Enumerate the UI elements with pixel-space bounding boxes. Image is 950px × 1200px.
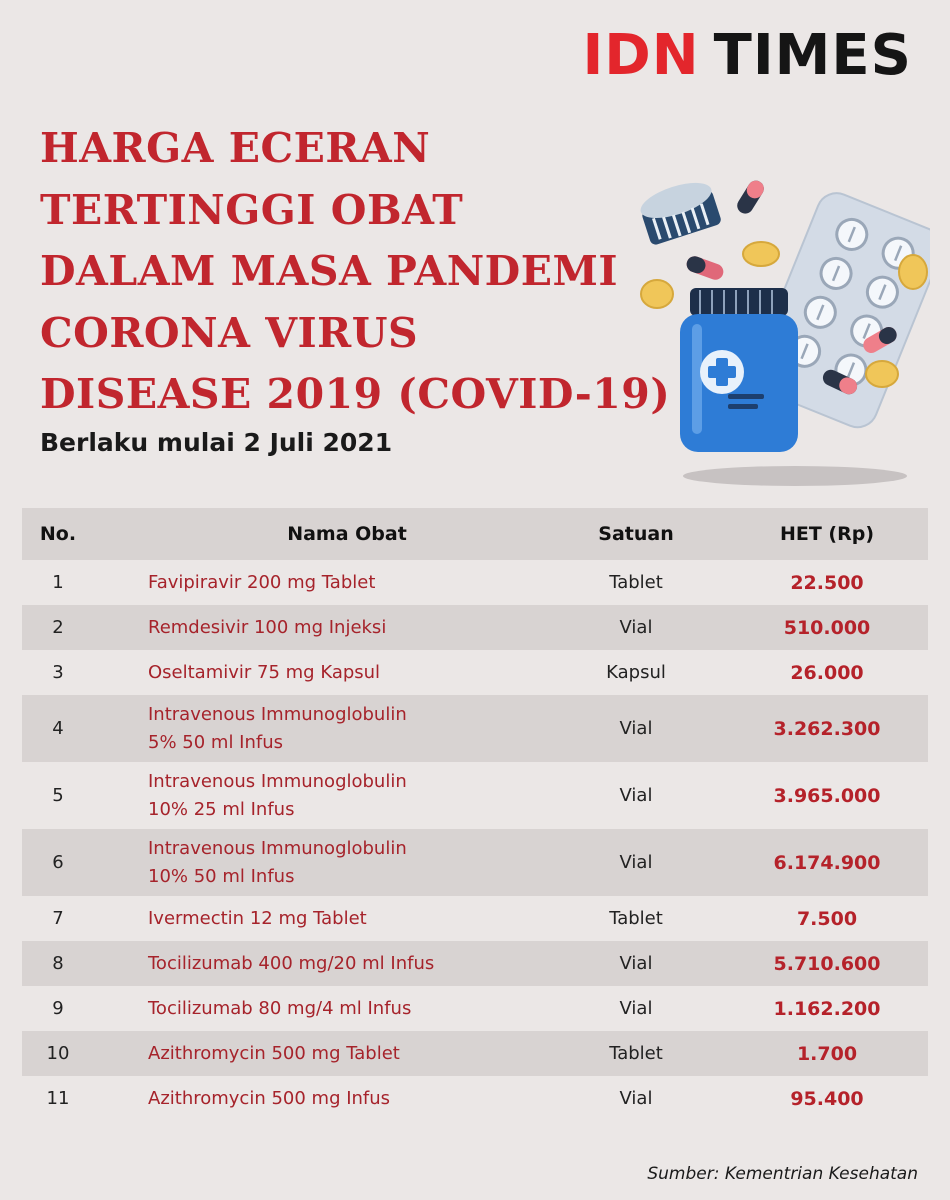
table-header-row — [22, 508, 928, 560]
row-name — [94, 1076, 546, 1121]
price-table — [22, 508, 928, 1121]
row-name — [94, 829, 546, 896]
row-unit: Tablet — [546, 1031, 726, 1076]
table-row — [22, 560, 928, 605]
row-unit: Vial — [546, 605, 726, 650]
row-name-line: Azithromycin 500 mg Tablet — [148, 1042, 400, 1064]
row-unit: Tablet — [546, 560, 726, 605]
title-line: DALAM MASA PANDEMI — [40, 247, 619, 295]
row-het: 22.500 — [726, 560, 928, 605]
row-no: 11 — [22, 1076, 94, 1121]
row-no: 3 — [22, 650, 94, 695]
row-name-line: Tocilizumab 80 mg/4 ml Infus — [148, 997, 412, 1019]
table-row — [22, 941, 928, 986]
row-name-line: Remdesivir 100 mg Injeksi — [148, 616, 387, 638]
row-no: 10 — [22, 1031, 94, 1076]
logo-idn-text: IDN — [582, 23, 700, 88]
table-row — [22, 986, 928, 1031]
row-unit: Tablet — [546, 896, 726, 941]
row-name-line: Favipiravir 200 mg Tablet — [148, 571, 376, 593]
row-unit: Vial — [546, 829, 726, 896]
table-row — [22, 829, 928, 896]
row-unit: Vial — [546, 986, 726, 1031]
row-no: 9 — [22, 986, 94, 1031]
header-name: Nama Obat — [94, 508, 546, 560]
row-het: 1.700 — [726, 1031, 928, 1076]
row-name — [94, 1031, 546, 1076]
table-row — [22, 695, 928, 762]
row-name-line: Intravenous Immunoglobulin — [148, 837, 407, 859]
row-name-line: Tocilizumab 400 mg/20 ml Infus — [148, 952, 435, 974]
row-no: 8 — [22, 941, 94, 986]
title-line: TERTINGGI OBAT — [40, 185, 464, 234]
row-unit: Vial — [546, 1076, 726, 1121]
row-het: 26.000 — [726, 650, 928, 695]
row-no: 5 — [22, 762, 94, 829]
header-unit: Satuan — [546, 508, 726, 560]
row-unit: Vial — [546, 941, 726, 986]
title-line: CORONA VIRUS — [40, 308, 419, 357]
row-no: 7 — [22, 896, 94, 941]
page-title — [40, 118, 671, 426]
row-het: 7.500 — [726, 896, 928, 941]
row-het: 3.262.300 — [726, 695, 928, 762]
row-name-line-2: 10% 25 ml Infus — [148, 798, 295, 820]
row-name-line-2: 10% 50 ml Infus — [148, 865, 295, 887]
table-row — [22, 650, 928, 695]
table-row — [22, 1076, 928, 1121]
row-no: 2 — [22, 605, 94, 650]
row-name — [94, 560, 546, 605]
row-name-line: Intravenous Immunoglobulin — [148, 703, 407, 725]
table-row — [22, 896, 928, 941]
row-name — [94, 762, 546, 829]
row-het: 5.710.600 — [726, 941, 928, 986]
row-name — [94, 650, 546, 695]
row-het: 510.000 — [726, 605, 928, 650]
row-name — [94, 896, 546, 941]
row-no: 1 — [22, 560, 94, 605]
table-row — [22, 605, 928, 650]
row-name — [94, 605, 546, 650]
row-het: 6.174.900 — [726, 829, 928, 896]
header-het: HET (Rp) — [726, 508, 928, 560]
row-name-line-2: 5% 50 ml Infus — [148, 731, 283, 753]
effective-date: Berlaku mulai 2 Juli 2021 — [40, 428, 393, 457]
source-credit: Sumber: Kementrian Kesehatan — [647, 1164, 918, 1184]
row-het: 3.965.000 — [726, 762, 928, 829]
medicine-bottle-pills-blister-icon — [630, 168, 930, 498]
row-name — [94, 695, 546, 762]
row-unit: Vial — [546, 762, 726, 829]
row-het: 1.162.200 — [726, 986, 928, 1031]
row-no: 4 — [22, 695, 94, 762]
idn-times-logo — [582, 23, 912, 88]
row-unit: Vial — [546, 695, 726, 762]
logo-times-text: TIMES — [713, 23, 912, 88]
title-line: HARGA ECERAN — [40, 124, 431, 172]
row-het: 95.400 — [726, 1076, 928, 1121]
row-no: 6 — [22, 829, 94, 896]
row-name-line: Azithromycin 500 mg Infus — [148, 1087, 391, 1109]
row-name — [94, 986, 546, 1031]
row-name-line: Intravenous Immunoglobulin — [148, 770, 407, 792]
header-no: No. — [22, 508, 94, 560]
row-name — [94, 941, 546, 986]
row-name-line: Ivermectin 12 mg Tablet — [148, 907, 367, 929]
title-line: DISEASE 2019 (COVID-19) — [40, 370, 671, 418]
table-row — [22, 1031, 928, 1076]
table-row — [22, 762, 928, 829]
row-name-line: Oseltamivir 75 mg Kapsul — [148, 661, 381, 683]
row-unit: Kapsul — [546, 650, 726, 695]
